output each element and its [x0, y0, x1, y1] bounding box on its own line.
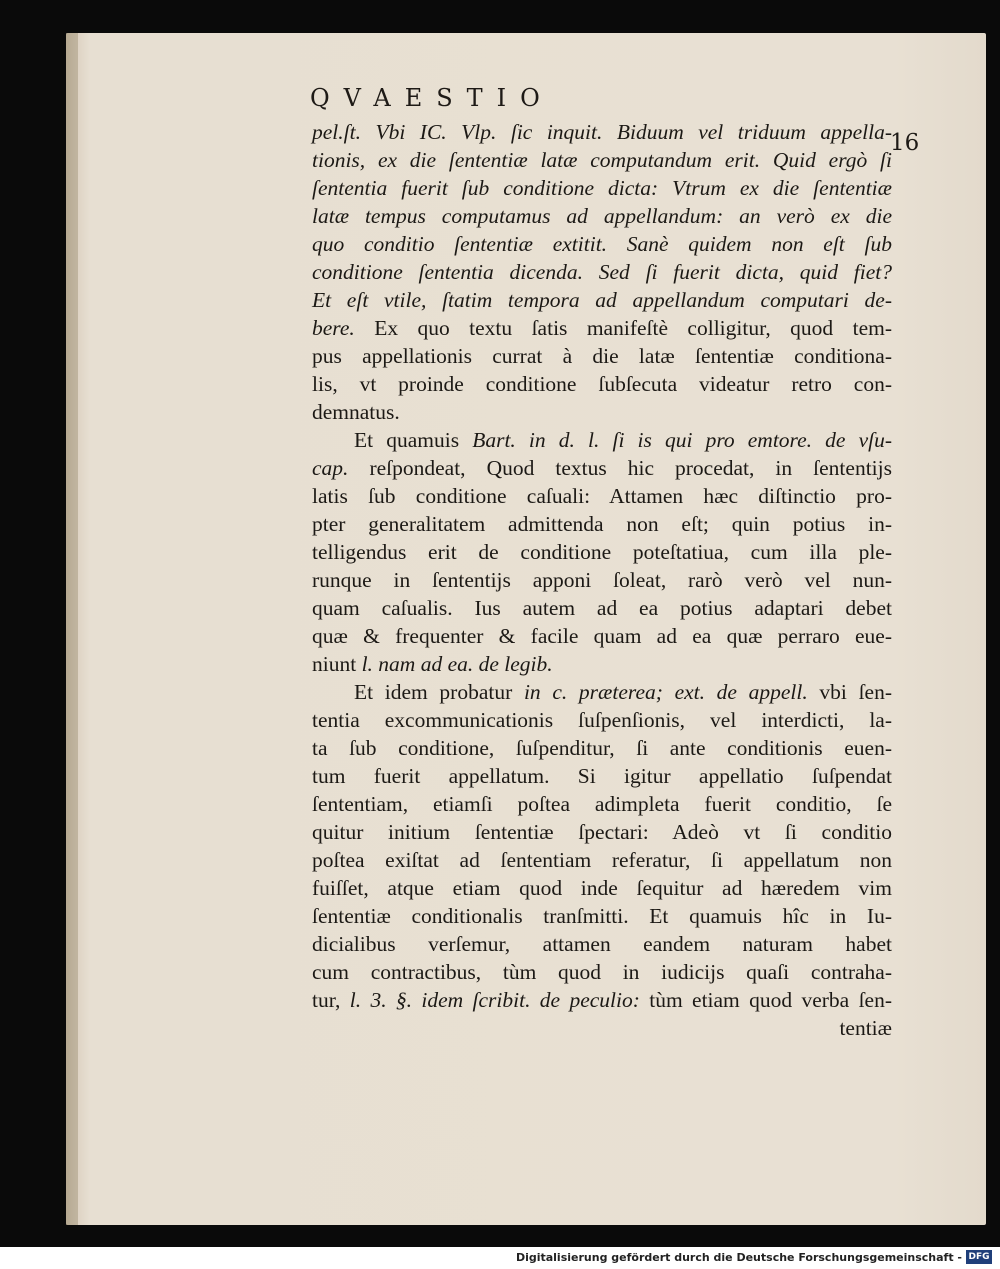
footer-bar: [0, 1247, 1000, 1269]
roman-text: ta ſub conditione, ſuſpenditur, ſi ante conditionis euen-: [312, 736, 892, 760]
text-line: [312, 762, 892, 790]
roman-text: tum fuerit appellatum. Si igitur appellatio ſuſpendat: [312, 764, 892, 788]
text-line: [312, 510, 892, 538]
text-line: [312, 622, 892, 650]
italic-citation: ſententia fuerit ſub conditione dicta: Vtrum ex die ſententiæ: [312, 176, 892, 200]
page-gutter-shadow: [66, 33, 78, 1225]
text-line: [312, 930, 892, 958]
roman-text: fuiſſet, atque etiam quod inde ſequitur ad hæredem vim: [312, 876, 892, 900]
roman-text: quam caſualis. Ius autem ad ea potius adaptari debet: [312, 596, 892, 620]
text-line: [312, 202, 892, 230]
roman-text: telligendus erit de conditione poteſtatiua, cum illa ple-: [312, 540, 892, 564]
text-line: [312, 538, 892, 566]
roman-text: pus appellationis currat à die latæ ſententiæ conditiona-: [312, 344, 892, 368]
italic-citation: Bart. in d. l. ſi is qui pro emtore. de vſu-: [472, 428, 892, 452]
page-number: 16: [890, 130, 920, 156]
body-text: [312, 118, 892, 1042]
text-line: [312, 874, 892, 902]
roman-text: Et idem probatur: [354, 680, 524, 704]
roman-text: niunt: [312, 652, 362, 676]
text-line: [312, 230, 892, 258]
italic-citation: in c. præterea; ext. de appell.: [523, 680, 808, 704]
text-line: [312, 174, 892, 202]
roman-text: ſententiam, etiamſi poſtea adimpleta fuerit conditio, ſe: [312, 792, 892, 816]
text-line: [312, 958, 892, 986]
roman-text: tentia excommunicationis ſuſpenſionis, vel interdicti, la-: [312, 708, 892, 732]
dfg-logo-icon: DFG: [966, 1250, 992, 1264]
roman-text: poſtea exiſtat ad ſententiam referatur, ſi appellatum non: [312, 848, 892, 872]
roman-text: dicialibus verſemur, attamen eandem naturam habet: [312, 932, 892, 956]
roman-text: tur,: [312, 988, 350, 1012]
text-line: [312, 818, 892, 846]
roman-text: tùm etiam quod verba ſen-: [639, 988, 892, 1012]
text-line: [312, 566, 892, 594]
text-line: [312, 1014, 892, 1042]
text-line: [312, 398, 892, 426]
roman-text: quæ & frequenter & facile quam ad ea quæ perraro eue-: [312, 624, 892, 648]
text-line: [312, 734, 892, 762]
text-line: [312, 342, 892, 370]
running-title: QVAESTIO: [310, 84, 554, 112]
text-line: [312, 650, 892, 678]
text-line: [312, 426, 892, 454]
italic-citation: conditione ſententia dicenda. Sed ſi fuerit dicta, quid fiet?: [312, 260, 892, 284]
roman-text: runque in ſententijs apponi ſoleat, rarò verò vel nun-: [312, 568, 892, 592]
text-line: [312, 790, 892, 818]
roman-text: latis ſub conditione caſuali: Attamen hæc diſtinctio pro-: [312, 484, 892, 508]
italic-citation: cap.: [312, 456, 349, 480]
text-line: [312, 258, 892, 286]
text-line: [312, 902, 892, 930]
italic-citation: bere.: [312, 316, 355, 340]
italic-citation: Et eſt vtile, ſtatim tempora ad appellandum computari de-: [312, 288, 892, 312]
text-line: [312, 594, 892, 622]
italic-citation: quo conditio ſententiæ extitit. Sanè quidem non eſt ſub: [312, 232, 892, 256]
text-line: [312, 482, 892, 510]
roman-text: vbi ſen-: [807, 680, 892, 704]
italic-citation: l. 3. §. idem ſcribit. de peculio:: [349, 988, 640, 1012]
roman-text: quitur initium ſententiæ ſpectari: Adeò vt ſi conditio: [312, 820, 892, 844]
italic-citation: tionis, ex die ſententiæ latæ computandum erit. Quid ergò ſi: [312, 148, 892, 172]
italic-citation: l. nam ad ea. de legib.: [361, 652, 553, 676]
roman-text: pter generalitatem admittenda non eſt; quin potius in-: [312, 512, 892, 536]
text-line: [312, 118, 892, 146]
roman-text: Et quamuis: [354, 428, 473, 452]
text-line: [312, 370, 892, 398]
italic-citation: pel.ſt. Vbi IC. Vlp. ſic inquit. Biduum vel triduum appella-: [312, 120, 892, 144]
roman-text: reſpondeat, Quod textus hic procedat, in ſententijs: [348, 456, 892, 480]
text-line: [312, 314, 892, 342]
roman-text: tentiæ: [839, 1016, 892, 1040]
text-line: [312, 454, 892, 482]
text-line: [312, 678, 892, 706]
text-line: [312, 286, 892, 314]
roman-text: cum contractibus, tùm quod in iudicijs quaſi contraha-: [312, 960, 892, 984]
funding-credit: Digitalisierung gefördert durch die Deutsche Forschungsgemeinschaft -: [515, 1251, 962, 1264]
roman-text: ſententiæ conditionalis tranſmitti. Et quamuis hîc in Iu-: [312, 904, 892, 928]
text-line: [312, 706, 892, 734]
roman-text: lis, vt proinde conditione ſubſecuta videatur retro con-: [312, 372, 892, 396]
text-line: [312, 986, 892, 1014]
roman-text: Ex quo textu ſatis manifeſtè colligitur, quod tem-: [354, 316, 892, 340]
text-line: [312, 146, 892, 174]
roman-text: demnatus.: [312, 400, 400, 424]
text-line: [312, 846, 892, 874]
italic-citation: latæ tempus computamus ad appellandum: an verò ex die: [312, 204, 892, 228]
